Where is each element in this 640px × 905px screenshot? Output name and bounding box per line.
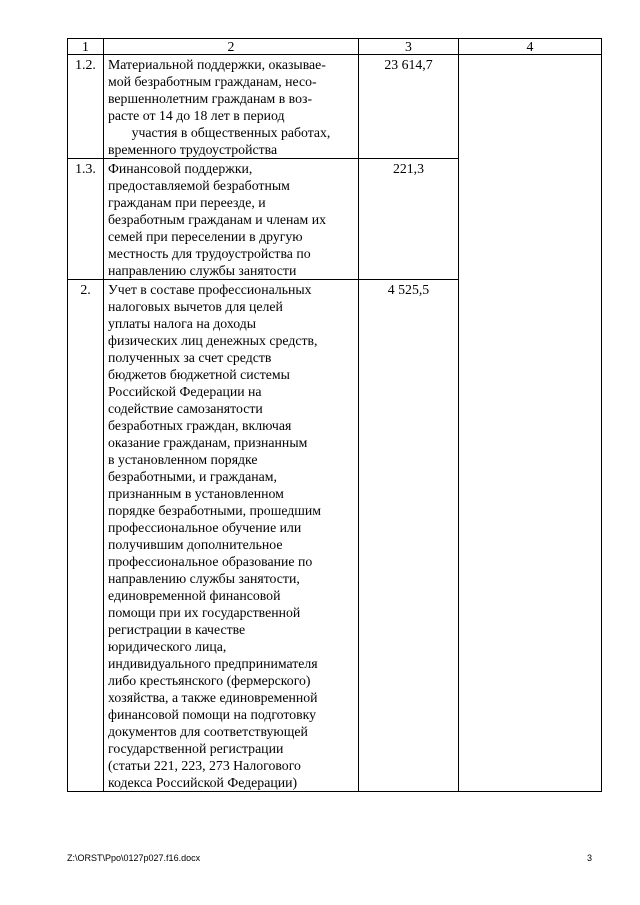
footer-page-number: 3 (587, 853, 593, 863)
description-line: регистрации в качестве (108, 622, 246, 637)
description-line: оказание гражданам, признанным (108, 435, 308, 450)
description-line: мой безработным гражданам, несо- (108, 74, 317, 89)
row-number: 1.3. (68, 159, 104, 280)
description-line: Российской Федерации на (108, 384, 262, 399)
row-description (104, 55, 359, 159)
description-line: Материальной поддержки, оказывае- (108, 57, 326, 72)
description-line: участия в общественных работах, (131, 125, 331, 140)
row-description (104, 159, 359, 280)
table-row (68, 55, 602, 159)
description-line: (статьи 221, 223, 273 Налогового (108, 758, 301, 773)
description-line: хозяйства, а также единовременной (108, 690, 318, 705)
description-line: юридического лица, (108, 639, 227, 654)
description-line: получившим дополнительное (108, 537, 283, 552)
description-line: признанным в установленном (108, 486, 284, 501)
description-line: местность для трудоустройства по (108, 246, 311, 261)
row-number: 2. (68, 280, 104, 792)
tax-expenditure-table (67, 38, 602, 792)
description-line: финансовой помощи на подготовку (108, 707, 317, 722)
row-amount: 4 525,5 (359, 280, 459, 792)
footer-file-path: Z:\ORST\Ppo\0127p027.f16.docx (67, 853, 201, 863)
description-line: кодекса Российской Федерации) (108, 775, 298, 790)
description-line: помощи при их государственной (108, 605, 301, 620)
header-col-2: 2 (104, 39, 359, 55)
description-line: временного трудоустройства (108, 142, 278, 157)
description-line: налоговых вычетов для целей (108, 299, 283, 314)
description-line: расте от 14 до 18 лет в период (108, 108, 285, 123)
row-amount: 23 614,7 (359, 55, 459, 159)
description-line: Финансовой поддержки, (108, 161, 253, 176)
description-line: полученных за счет средств (108, 350, 272, 365)
table-header-row (68, 39, 602, 55)
description-line: бюджетов бюджетной системы (108, 367, 290, 382)
description-line: направлению службы занятости (108, 263, 297, 278)
description-line: порядке безработными, прошедшим (108, 503, 322, 518)
description-line: безработных граждан, включая (108, 418, 292, 433)
description-line: документов для соответствующей (108, 724, 308, 739)
description-line: безработным гражданам и членам их (108, 212, 326, 227)
description-line: физических лиц денежных средств, (108, 333, 318, 348)
description-line: семей при переселении в другую (108, 229, 303, 244)
description-line: в установленном порядке (108, 452, 258, 467)
row-amount: 221,3 (359, 159, 459, 280)
description-line: гражданам при переезде, и (108, 195, 266, 210)
description-line: профессиональное образование по (108, 554, 313, 569)
description-line: Учет в составе профессиональных (108, 282, 312, 297)
header-col-1: 1 (68, 39, 104, 55)
row-number: 1.2. (68, 55, 104, 159)
description-line: единовременной финансовой (108, 588, 281, 603)
row-description (104, 280, 359, 792)
column-4-cell (459, 55, 602, 792)
description-line: индивидуального предпринимателя (108, 656, 318, 671)
description-line: вершеннолетним гражданам в воз- (108, 91, 313, 106)
description-line: государственной регистрации (108, 741, 284, 756)
description-line: направлению службы занятости, (108, 571, 300, 586)
description-line: безработными, и гражданам, (108, 469, 277, 484)
description-line: предоставляемой безработным (108, 178, 290, 193)
header-col-3: 3 (359, 39, 459, 55)
description-line: содействие самозанятости (108, 401, 263, 416)
header-col-4: 4 (459, 39, 602, 55)
description-line: либо крестьянского (фермерского) (108, 673, 311, 688)
description-line: профессиональное обучение или (108, 520, 302, 535)
description-line: уплаты налога на доходы (108, 316, 257, 331)
